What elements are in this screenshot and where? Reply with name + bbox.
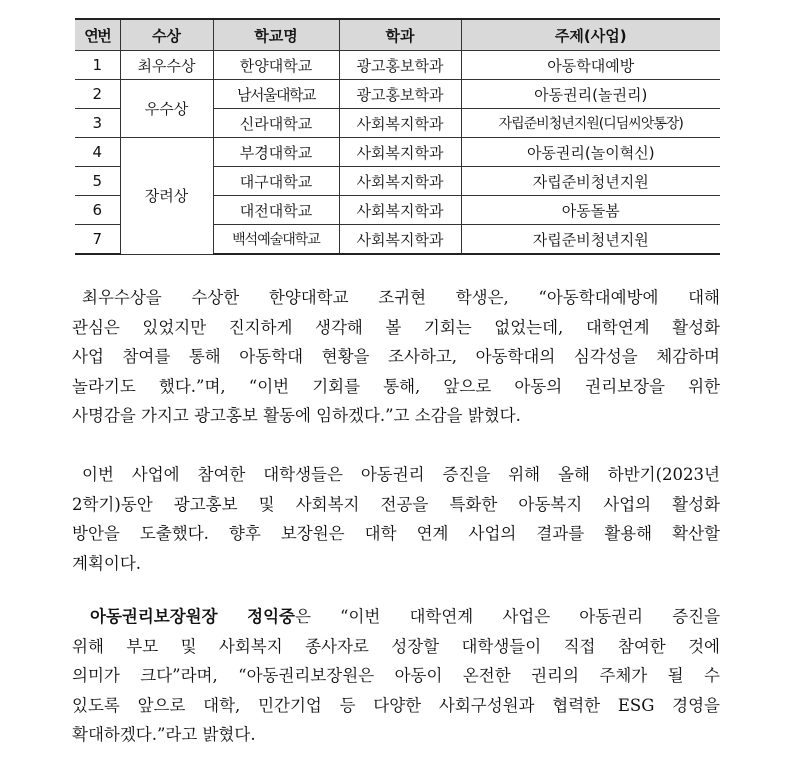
cell-topic: 자립준비청년지원: [461, 225, 720, 255]
paragraph-line: 2학기)동안 광고홍보 및 사회복지 전공을 특화한 아동복지 사업의 활성화: [72, 494, 720, 514]
cell-dept: 사회복지학과: [339, 138, 461, 167]
header-topic: 주제(사업): [461, 19, 720, 51]
cell-topic: 아동권리(놀권리): [461, 80, 720, 109]
paragraph-line: 관심은 있었지만 진지하게 생각해 볼 기회는 없었는데, 대학연계 활성화: [72, 317, 720, 337]
cell-school: 대구대학교: [213, 167, 339, 196]
cell-school: 백석예술대학교: [213, 225, 339, 255]
paragraph-line: [90, 602, 720, 632]
paragraph-line: 계획이다.: [72, 553, 142, 573]
paragraph-line: 놀라기도 했다.”며, “이번 기회를 통해, 앞으로 아동의 권리보장을 위한: [72, 376, 720, 396]
paragraph-winner-quote-cont: [72, 313, 720, 431]
cell-topic: 자립준비청년지원: [461, 167, 720, 196]
paragraph-line: 사업 참여를 통해 아동학대 현황을 조사하고, 아동학대의 심각성을 체감하며: [72, 347, 720, 366]
paragraph-line: 이번 사업에 참여한 대학생들은 아동권리 증진을 위해 올해 하반기(2023년: [82, 465, 720, 484]
speaker-name: 아동권리보장원장 정익중: [90, 607, 295, 626]
cell-dept: 사회복지학과: [339, 196, 461, 225]
cell-dept: 사회복지학과: [339, 109, 461, 138]
cell-no: 2: [75, 80, 120, 109]
cell-topic: 아동학대예방: [461, 51, 720, 80]
cell-no: 1: [75, 51, 120, 80]
paragraph-program-summary: [72, 460, 720, 490]
cell-no: 5: [75, 167, 120, 196]
table-row: [75, 138, 720, 167]
header-school: 학교명: [213, 19, 339, 51]
paragraph-line: 의미가 크다”라며, “아동권리보장원은 아동이 온전한 권리의 주체가 될 수: [72, 666, 720, 685]
cell-dept: 광고홍보학과: [339, 80, 461, 109]
cell-topic: 아동돌봄: [461, 196, 720, 225]
paragraph-line: 사명감을 가지고 광고홍보 활동에 임하겠다.”고 소감을 밝혔다.: [72, 406, 521, 425]
header-dept: 학과: [339, 19, 461, 51]
cell-dept: 광고홍보학과: [339, 51, 461, 80]
table-header-row: [75, 19, 720, 51]
cell-award: 장려상: [120, 138, 213, 255]
cell-topic: 아동권리(놀이혁신): [461, 138, 720, 167]
table-row: [75, 80, 720, 109]
paragraph-line: 위해 부모 및 사회복지 종사자로 성장할 대학생들이 직접 참여한 것에: [72, 636, 720, 656]
cell-no: 3: [75, 109, 120, 138]
cell-dept: 사회복지학과: [339, 167, 461, 196]
cell-no: 4: [75, 138, 120, 167]
award-table: [75, 18, 720, 255]
paragraph-director-quote: [72, 602, 720, 632]
speaker-quote-start: 은 “이번 대학연계 사업은 아동권리 증진을: [294, 607, 721, 626]
paragraph-program-summary-cont: [72, 490, 720, 579]
cell-award: 우수상: [120, 80, 213, 138]
paragraph-line: 확대하겠다.”라고 밝혔다.: [72, 725, 256, 744]
cell-school: 한양대학교: [213, 51, 339, 80]
header-award: 수상: [120, 19, 213, 51]
cell-no: 7: [75, 225, 120, 255]
header-no: 연번: [75, 19, 120, 51]
table-row: [75, 51, 720, 80]
paragraph-winner-quote: [72, 283, 720, 313]
cell-dept: 사회복지학과: [339, 225, 461, 255]
paragraph-line: 있도록 앞으로 대학, 민간기업 등 다양한 사회구성원과 협력한 ESG 경영을: [72, 695, 720, 715]
cell-topic: 자립준비청년지원(디딤씨앗통장): [461, 109, 720, 138]
paragraph-director-quote-cont: [72, 632, 720, 750]
cell-school: 대전대학교: [213, 196, 339, 225]
cell-no: 6: [75, 196, 120, 225]
cell-school: 남서울대학교: [213, 80, 339, 109]
cell-school: 부경대학교: [213, 138, 339, 167]
cell-award: 최우수상: [120, 51, 213, 80]
paragraph-line: 최우수상을 수상한 한양대학교 조귀현 학생은, “아동학대예방에 대해: [82, 288, 720, 307]
paragraph-line: 방안을 도출했다. 향후 보장원은 대학 연계 사업의 결과를 활용해 확산할: [72, 524, 720, 543]
cell-school: 신라대학교: [213, 109, 339, 138]
